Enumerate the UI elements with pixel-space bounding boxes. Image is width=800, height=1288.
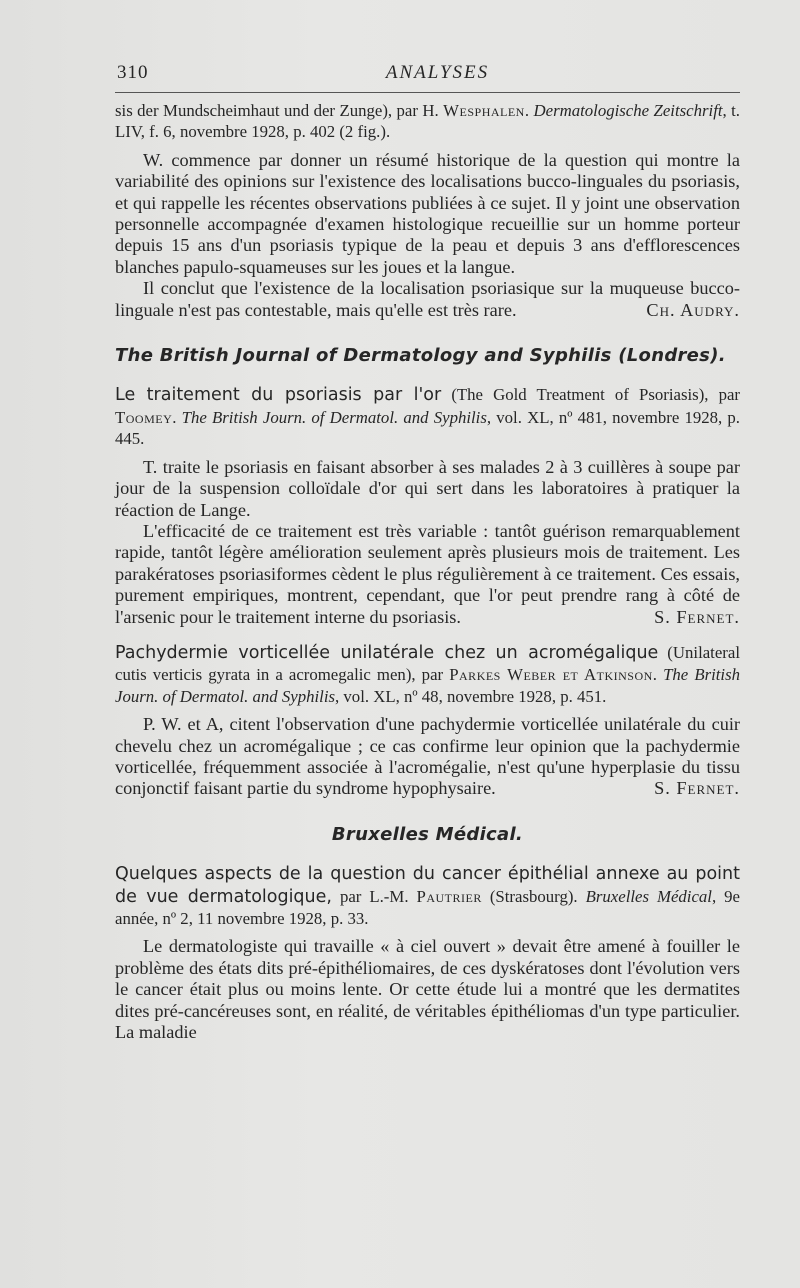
paragraph: L'efficacité de ce traitement est très variable : tantôt guérison remarquablement rapide, tantôt légère amélioration seulement après plusieurs mois de traitement. Les parakératoses psoriasiformes cèdent le plus régulièrement à ce traitement. Ces essais, purement empiriques, montrent, cependant, que l'or peut prendre rang à côté de l'arsenic pour le traitement interne du psoriasis. S. Fernet. (115, 520, 740, 627)
article-reference: Quelques aspects de la question du cancer épithélial annexe au point de vue dermatologique, par L.-M. Pautrier (Strasbourg). Bruxelles Médical, 9e année, nº 2, 11 novembre 1928, p. 33. (115, 864, 740, 928)
article-reference: Le traitement du psoriasis par l'or (The Gold Treatment of Psoriasis), par Toomey. The British Journ. of Dermatol. and Syphilis, vol. XL, nº 481, novembre 1928, p. 445. (115, 385, 741, 449)
journal-heading: Bruxelles Médical. (331, 823, 524, 845)
paragraph: P. W. et A, citent l'observation d'une pachydermie vorticellée unilatérale du cuir chevelu chez un acromégalique ; ce cas confirme leur opinion que la pachydermie vorticellée, fréquemment associée à l'acromégalie, n'est qu'une hyperplasie du tissu conjonctif faisant partie du syndrome hypophysaire. S. Fernet. (115, 714, 740, 799)
paragraph: W. commence par donner un résumé historique de la question qui montre la variabilité des opinions sur l'existence des localisations bucco-linguales du psoriasis, et qui rappelle les récentes observations publiées à ce sujet. Il y joint une observation personnelle accompagnée d'examen histologique recueillie sur un homme porteur depuis 15 ans d'un psoriasis typique de la peau et depuis 3 ans d'efflorescences blanches papulo-squameuses sur les joues et la langue. (115, 149, 740, 277)
signature: S. Fernet. (654, 778, 740, 799)
author-name: Pautrier (416, 886, 482, 906)
running-header (115, 56, 740, 93)
journal-name: The British Journ. of Dermatol. and Syphilis (181, 407, 487, 427)
journal-heading: The British Journal of Dermatology and Syphilis (Londres). (115, 345, 726, 367)
paragraph: Il conclut que l'existence de la localisation psoriasique sur la muqueuse bucco-linguale n'est pas contestable, mais qu'elle est très rare. Ch. Audry. (115, 278, 740, 320)
page-number: 310 (117, 62, 149, 83)
article-title: Pachydermie vorticellée unilatérale chez un acromégalique (115, 642, 659, 663)
paragraph: T. traite le psoriasis en faisant absorber à ses malades 2 à 3 cuillères à soupe par jour de la suspension colloïdale d'or qui sert dans les laboratoires à pratiquer la réaction de Lange. (115, 456, 740, 520)
article-reference: Pachydermie vorticellée unilatérale chez un acromégalique (Unilateral cutis verticis gyrata in a acromegalic men), par Parkes Weber et Atkinson. The British Journ. of Dermatol. and Syphilis, vol. XL, nº 48, novembre 1928, p. 451. (115, 642, 741, 706)
article-title: Quelques aspects de la question du cancer épithélial annexe au point de vue dermatologique, (115, 864, 740, 907)
running-title: ANALYSES (385, 62, 490, 83)
continuation-reference: sis der Mundscheimhaut und der Zunge), par H. Wesphalen. Dermatologische Zeitschrift, t. LIV, f. 6, novembre 1928, p. 402 (2 fig.). (115, 101, 741, 142)
author-name: Wesphalen (443, 101, 525, 120)
paragraph: Le dermatologiste qui travaille « à ciel ouvert » devait être amené à fouiller le problème des états dits pré-épithéliomaires, de ces dyskératoses dont l'évolution vers le cancer était plus ou moins lente. Or cette étude lui a montré que les dermatites dites pré-cancéreuses sont, en réalité, de véritables épithéliomas d'un type particulier. La maladie (115, 936, 740, 1043)
author-name: Parkes Weber et Atkinson (449, 665, 653, 685)
article-title: Le traitement du psoriasis par l'or (115, 385, 442, 406)
journal-name: The British Journ. of Dermatol. and Syphilis (115, 665, 741, 706)
signature: Ch. Audry. (646, 299, 740, 320)
signature: S. Fernet. (654, 606, 740, 627)
journal-name: Bruxelles Médical (585, 886, 712, 906)
author-name: Toomey (115, 407, 173, 427)
main-content (115, 100, 740, 1043)
journal-name: Dermatologische Zeitschrift (533, 101, 723, 120)
